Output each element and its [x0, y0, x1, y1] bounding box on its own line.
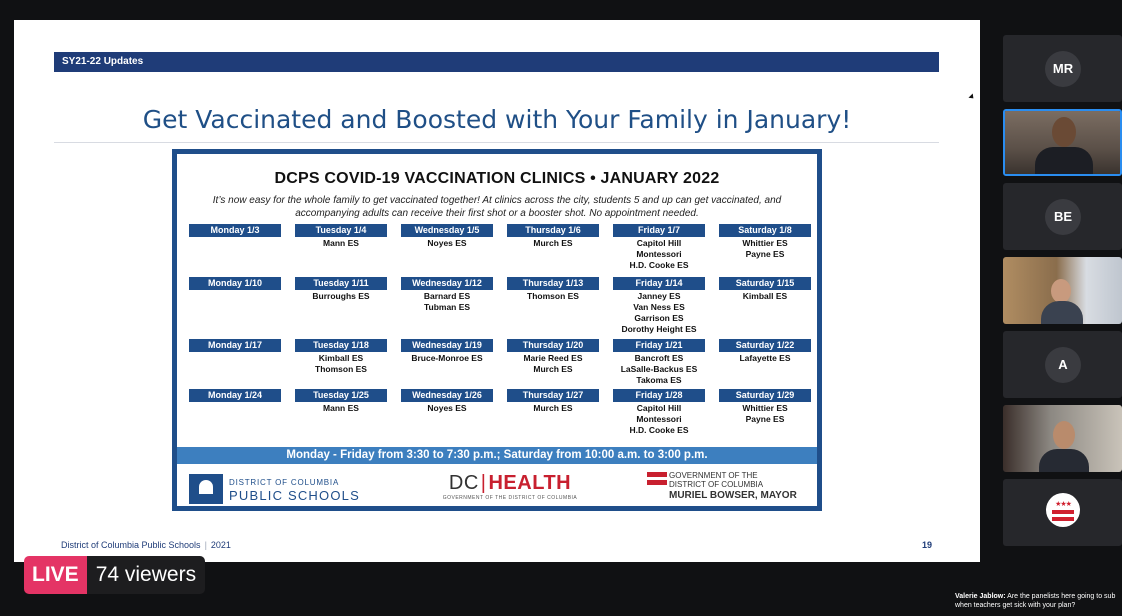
flyer-intro: It’s now easy for the whole family to get vaccinated together! At clinics across the city, students 5 and up can get vaccinated, and accompanying adults can receive their first shot or a booster shot. No appointment needed.: [212, 195, 782, 219]
clinic-day: [401, 277, 493, 312]
dc-health-logo: DC | HEALTH GOVERNMENT OF THE DISTRICT OF COLUMBIA: [435, 472, 585, 506]
clinic-location: Thomson ES: [527, 291, 579, 301]
slide-header-label: SY21-22 Updates: [62, 56, 144, 67]
clinic-day: [613, 339, 705, 385]
clinic-day-header: Wednesday 1/5: [401, 224, 493, 237]
clinic-day: [613, 277, 705, 334]
clinic-location: Tubman ES: [423, 302, 471, 312]
clinic-day-header: Thursday 1/6: [507, 224, 599, 237]
clinic-day-header: Saturday 1/29: [719, 389, 811, 402]
clinic-location: Murch ES: [533, 364, 573, 374]
clinic-location: Montessori: [636, 414, 682, 424]
gov-logo-line3: MURIEL BOWSER, MAYOR: [669, 490, 797, 501]
clinic-day: [401, 224, 493, 248]
clinic-location: Noyes ES: [427, 403, 467, 413]
clinic-location: Van Ness ES: [633, 302, 685, 312]
participant-face: [1051, 279, 1071, 303]
participant-body: [1041, 301, 1083, 324]
slide-title: Get Vaccinated and Boosted with Your Family in January!: [142, 105, 852, 134]
clinic-location: Montessori: [636, 249, 682, 259]
clinic-day-header: Wednesday 1/19: [401, 339, 493, 352]
participant-tile-mr[interactable]: [1003, 35, 1122, 102]
clinic-location: Garrison ES: [634, 313, 684, 323]
clinic-location: Capitol Hill: [636, 238, 682, 248]
dc-government-logo: [647, 470, 817, 508]
live-label: LIVE: [24, 556, 87, 594]
clinic-day: [613, 389, 705, 435]
participant-face: [1052, 117, 1076, 147]
clinic-day: [295, 339, 387, 374]
clinic-day: [189, 389, 281, 402]
clinic-day-header: Monday 1/10: [189, 277, 281, 290]
clinic-day: [719, 277, 811, 301]
clinic-day: [719, 389, 811, 424]
clinic-location: Payne ES: [745, 249, 785, 259]
clinic-day: [189, 224, 281, 237]
clinic-location: Dorothy Height ES: [621, 324, 697, 334]
chat-text: Are the panelists here going to sub when teachers get sick with your plan?: [955, 593, 1116, 609]
clinic-location: Bancroft ES: [634, 353, 684, 363]
clinic-location: Lafayette ES: [739, 353, 791, 363]
clinic-location: LaSalle-Backus ES: [620, 364, 698, 374]
clinic-location: H.D. Cooke ES: [629, 425, 689, 435]
participant-tile-video[interactable]: [1003, 405, 1122, 472]
clinic-day-header: Saturday 1/8: [719, 224, 811, 237]
dc-health-logo-sub: GOVERNMENT OF THE DISTRICT OF COLUMBIA: [442, 495, 578, 501]
clinic-location: Janney ES: [637, 291, 681, 301]
shared-slide: [14, 20, 980, 562]
clinic-day: [507, 277, 599, 301]
clinic-location: Noyes ES: [427, 238, 467, 248]
flyer-title: DCPS COVID-19 VACCINATION CLINICS • JANUARY 2022: [274, 170, 720, 187]
participant-initials: BE: [1045, 199, 1081, 235]
clinic-day: [719, 224, 811, 259]
clinic-day: [613, 224, 705, 270]
participant-video: [1005, 111, 1120, 174]
clinic-day-header: Thursday 1/13: [507, 277, 599, 290]
clinic-location: Mann ES: [323, 238, 359, 248]
footer-org: District of Columbia Public Schools: [61, 540, 201, 550]
clinic-location: Marie Reed ES: [523, 353, 583, 363]
clinic-day-header: Wednesday 1/26: [401, 389, 493, 402]
clinic-day: [507, 389, 599, 413]
clinic-day-header: Thursday 1/20: [507, 339, 599, 352]
clinic-day-header: Friday 1/7: [613, 224, 705, 237]
clinic-day: [401, 339, 493, 363]
slide-page-number: 19: [921, 540, 932, 550]
dcps-logo-line1: DISTRICT OF COLUMBIA: [229, 478, 340, 487]
clinic-day: [401, 389, 493, 413]
gov-logo-line1: GOVERNMENT OF THE: [669, 471, 758, 480]
slide-header-bar: [54, 52, 939, 72]
clinic-location: Barnard ES: [423, 291, 471, 301]
clinic-location: Murch ES: [533, 238, 573, 248]
clinic-day-header: Friday 1/28: [613, 389, 705, 402]
clinic-location: Burroughs ES: [312, 291, 370, 301]
clinic-day: [295, 389, 387, 413]
participant-video: [1003, 257, 1122, 324]
clinic-day-header: Monday 1/17: [189, 339, 281, 352]
dc-health-logo-dc: DC: [448, 472, 479, 494]
dc-flag-icon: [647, 472, 667, 502]
clinic-day: [507, 339, 599, 374]
clinic-day-header: Saturday 1/22: [719, 339, 811, 352]
participant-initials: A: [1045, 347, 1081, 383]
dcps-logo: [189, 472, 379, 506]
dc-flag-icon: ★★★: [1046, 493, 1080, 527]
clinic-location: Kimball ES: [742, 291, 788, 301]
clinic-day-header: Saturday 1/15: [719, 277, 811, 290]
clinic-day-header: Thursday 1/27: [507, 389, 599, 402]
capitol-icon: [189, 474, 223, 504]
clinic-day-header: Tuesday 1/25: [295, 389, 387, 402]
clinic-location: Capitol Hill: [636, 403, 682, 413]
participant-tile-video-speaker[interactable]: [1003, 109, 1122, 176]
clinic-location: Whittier ES: [742, 238, 788, 248]
clinic-hours-bar: Monday - Friday from 3:30 to 7:30 p.m.; Saturday from 10:00 a.m. to 3:00 p.m.: [177, 447, 817, 464]
clinic-location: Payne ES: [745, 414, 785, 424]
clinic-day: [295, 277, 387, 301]
clinic-day: [507, 224, 599, 248]
participant-body: [1039, 449, 1089, 472]
clinic-day-header: Tuesday 1/18: [295, 339, 387, 352]
clinic-location: Kimball ES: [318, 353, 364, 363]
participant-video: [1003, 405, 1122, 472]
clinic-location: Thomson ES: [315, 364, 367, 374]
clinic-location: Murch ES: [533, 403, 573, 413]
dc-health-logo-word: HEALTH: [488, 472, 572, 494]
participant-tile-a[interactable]: [1003, 331, 1122, 398]
participant-initials: MR: [1045, 51, 1081, 87]
participant-body: [1035, 147, 1093, 176]
participant-face: [1053, 421, 1075, 449]
dcps-logo-line2: PUBLIC SCHOOLS: [229, 488, 360, 503]
clinic-day-header: Wednesday 1/12: [401, 277, 493, 290]
clinic-day-header: Tuesday 1/4: [295, 224, 387, 237]
footer-year: 2021: [210, 540, 231, 550]
clinic-day-header: Monday 1/3: [189, 224, 281, 237]
clinic-location: Bruce-Monroe ES: [411, 353, 483, 363]
clinic-day-header: Tuesday 1/11: [295, 277, 387, 290]
participant-tile-video[interactable]: [1003, 257, 1122, 324]
clinic-day: [189, 339, 281, 352]
title-divider: [54, 142, 939, 143]
clinic-day: [295, 224, 387, 248]
vaccination-flyer: [172, 149, 822, 511]
participant-tile-be[interactable]: [1003, 183, 1122, 250]
clinic-day: [189, 277, 281, 290]
clinic-day: [719, 339, 811, 363]
clinic-location: H.D. Cooke ES: [629, 260, 689, 270]
clinic-location: Takoma ES: [636, 375, 682, 385]
clinic-location: Whittier ES: [742, 403, 788, 413]
chat-message: [955, 592, 1120, 610]
chat-author: Valerie Jablow:: [955, 593, 1006, 600]
live-badge: [24, 556, 205, 594]
slide-footer: District of Columbia Public Schools | 2021: [61, 540, 231, 550]
gov-logo-line2: DISTRICT OF COLUMBIA: [669, 480, 764, 489]
clinic-location: Mann ES: [323, 403, 359, 413]
clinic-day-header: Friday 1/14: [613, 277, 705, 290]
clinic-day-header: Friday 1/21: [613, 339, 705, 352]
viewer-count: 74 viewers: [87, 556, 205, 594]
clinic-day-header: Monday 1/24: [189, 389, 281, 402]
